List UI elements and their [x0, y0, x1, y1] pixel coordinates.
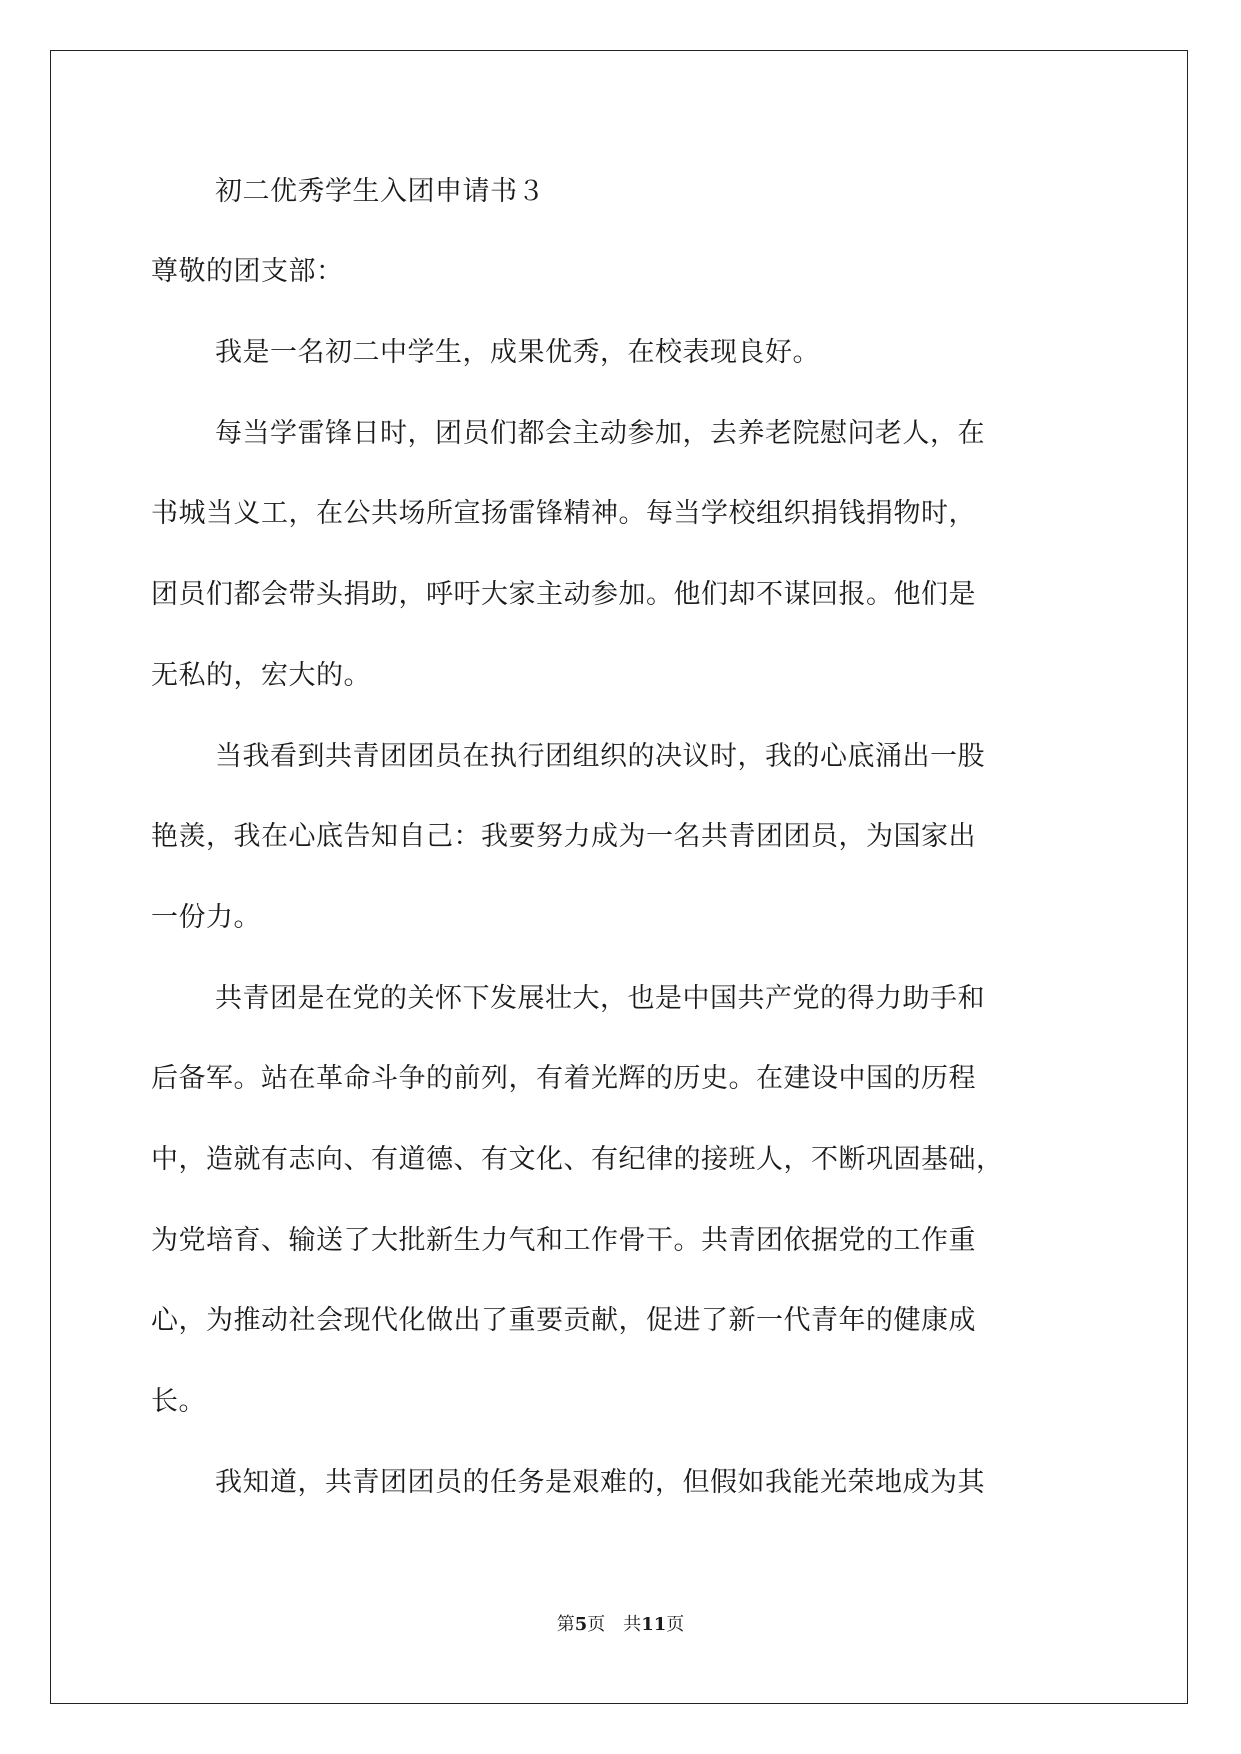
body-line: 我知道，共青团团员的任务是艰难的，但假如我能光荣地成为其 — [215, 1467, 985, 1498]
document-title: 初二优秀学生入团申请书３ — [215, 176, 545, 207]
footer-page-total: 11 — [641, 1614, 667, 1635]
body-line: 后备军。站在革命斗争的前列，有着光辉的历史。在建设中国的历程 — [151, 1063, 976, 1094]
footer-page-mid: 页 共 — [587, 1614, 642, 1635]
body-line: 团员们都会带头捐助，呼吁大家主动参加。他们却不谋回报。他们是 — [151, 579, 976, 610]
body-line: 当我看到共青团团员在执行团组织的决议时，我的心底涌出一股 — [215, 741, 985, 772]
body-line: 中，造就有志向、有道德、有文化、有纪律的接班人，不断巩固基础， — [151, 1144, 1004, 1175]
body-line: 艳羡，我在心底告知自己：我要努力成为一名共青团团员，为国家出 — [151, 821, 976, 852]
body-line: 我是一名初二中学生，成果优秀，在校表现良好。 — [215, 337, 820, 368]
body-line: 心，为推动社会现代化做出了重要贡献，促进了新一代青年的健康成 — [151, 1305, 976, 1336]
footer-page-current: 5 — [574, 1614, 588, 1635]
page-frame — [50, 50, 1188, 1704]
body-line: 共青团是在党的关怀下发展壮大，也是中国共产党的得力助手和 — [215, 983, 985, 1014]
body-line: 每当学雷锋日时，团员们都会主动参加，去养老院慰问老人，在 — [215, 418, 985, 449]
body-line: 为党培育、输送了大批新生力气和工作骨干。共青团依据党的工作重 — [151, 1225, 976, 1256]
body-line: 书城当义工，在公共场所宣扬雷锋精神。每当学校组织捐钱捐物时， — [151, 498, 976, 529]
body-line: 长。 — [151, 1386, 206, 1417]
footer-page-prefix: 第 — [556, 1614, 575, 1635]
body-line: 无私的，宏大的。 — [151, 660, 371, 691]
page-footer — [0, 1612, 1241, 1638]
body-line: 一份力。 — [151, 902, 261, 933]
salutation-line: 尊敬的团支部： — [151, 256, 344, 287]
footer-page-suffix: 页 — [666, 1614, 685, 1635]
